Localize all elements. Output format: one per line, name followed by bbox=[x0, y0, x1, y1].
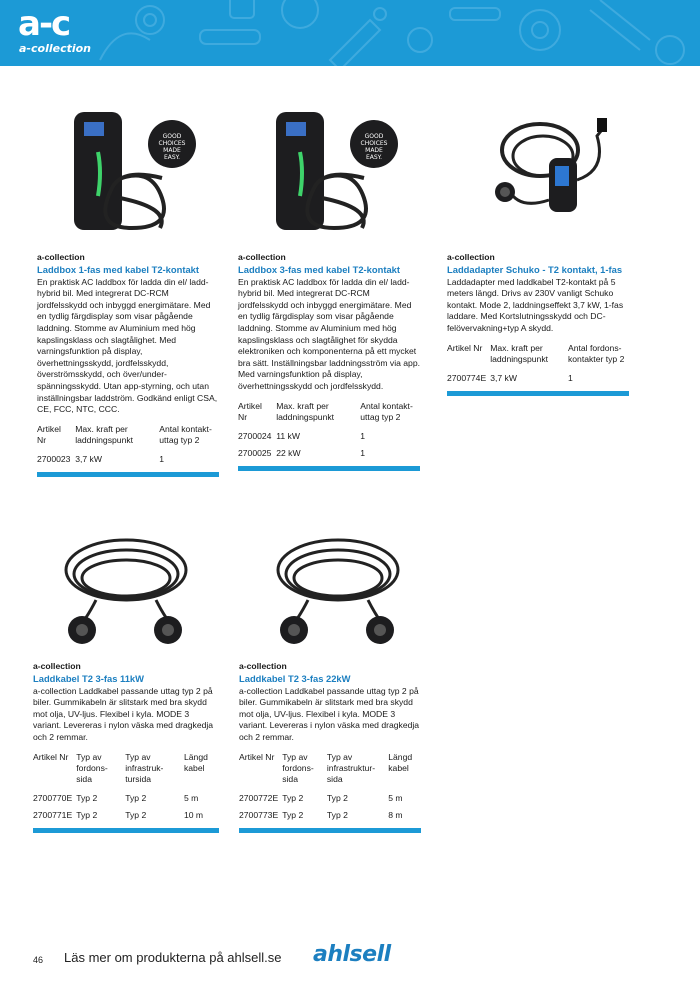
spec-cell: Typ 2 bbox=[125, 809, 147, 820]
product-description: Laddadapter med laddkabel T2-kontakt på 5 meters längd. Drivs av 230V vanligt Schuko kontakt. Mode 2, laddningseffekt 3,7 kW, 1-fas laddare. Med Kortslutningsskydd och DC-felövervakning+typ A skydd. bbox=[447, 276, 624, 333]
spec-header-row bbox=[33, 752, 219, 790]
product-image-laddbox-1fas bbox=[60, 108, 220, 243]
product-description: En praktisk AC laddbox för ladda din el/ ladd-hybrid bil. Med integrerat DC-RCM jordfelsskydd och inbyggd energimätare. Med en tydlig färgdisplay som visar pågående laddning. Stomme av Aluminium med hög kapslingsklass och slagtålighet. Med varningsfunktion på display, överhettningsskydd, jordfelsskydd, överströmsskydd, och över/under-spänningsskydd. Utan app-styrning, och utan inställningsbar laddström. Godkänd enligt CSA, CE, FCC, NTC, CCC. bbox=[37, 276, 218, 415]
spec-cell: 5 m bbox=[183, 792, 199, 803]
product-brand: a-collection bbox=[239, 661, 287, 671]
product-laddkabel-22kw bbox=[239, 661, 421, 833]
product-description: En praktisk AC laddbox för ladda din el/ ladd-hybrid bil. Med integrerat DC-RCM jordfelsskydd och inbyggd energimätare. Med en tydlig färgdisplay som visar pågående laddning. Stomme av Aluminium med hög kapslingsklass och slagtålighet för skydda elektroniken och komponenterna på ett mycket bra sätt. Inställningsbar laddningsström via app. Med varningsfunktion på display, överhettningsskydd och jordfelsskydd. bbox=[238, 276, 421, 391]
product-title[interactable]: Laddadapter Schuko - T2 kontakt, 1-fas bbox=[447, 263, 623, 275]
spec-column-header: Max. kraft per laddningspunkt bbox=[276, 400, 335, 422]
product-title[interactable]: Laddkabel T2 3-fas 22kW bbox=[239, 672, 351, 684]
spec-row bbox=[37, 451, 219, 468]
spec-column-header: Artikel Nr bbox=[239, 751, 275, 762]
spec-cell: 3,7 kW bbox=[75, 453, 102, 464]
sticker-text: GOOD bbox=[162, 133, 182, 140]
spec-table bbox=[33, 752, 219, 824]
spec-row bbox=[33, 790, 219, 807]
spec-column-header: Typ av fordons-sida bbox=[76, 751, 108, 784]
spec-cell: 2700771E bbox=[33, 809, 73, 820]
product-laddbox-1fas bbox=[37, 252, 219, 477]
svg-text:EASY.: EASY. bbox=[163, 154, 181, 161]
spec-header-row bbox=[447, 343, 629, 370]
tool-pattern-decoration bbox=[0, 0, 700, 66]
product-image-laddbox-3fas bbox=[262, 108, 422, 243]
spec-column-header: Längd kabel bbox=[183, 751, 208, 773]
spec-cell: 2700772E bbox=[239, 792, 279, 803]
spec-cell: 2700770E bbox=[33, 792, 73, 803]
spec-cell: 2700025 bbox=[238, 447, 272, 458]
product-brand: a-collection bbox=[33, 661, 81, 671]
spec-cell: 2700773E bbox=[239, 809, 279, 820]
charging-cable-icon bbox=[56, 530, 196, 650]
spec-cell: 3,7 kW bbox=[490, 372, 517, 383]
spec-cell: 2700774E bbox=[447, 372, 487, 383]
spec-cell: 2700023 bbox=[37, 453, 71, 464]
spec-cell: 8 m bbox=[388, 809, 403, 820]
product-brand: a-collection bbox=[447, 252, 495, 262]
brand-logo: a-c bbox=[18, 4, 70, 44]
spec-table bbox=[238, 401, 420, 462]
spec-table bbox=[37, 424, 219, 468]
spec-cell: Typ 2 bbox=[326, 792, 348, 803]
spec-cell: Typ 2 bbox=[76, 792, 98, 803]
spec-row bbox=[238, 428, 420, 445]
product-image-laddadapter bbox=[485, 110, 615, 235]
spec-column-header: Typ av infrastruk-tursida bbox=[125, 751, 164, 784]
product-image-laddkabel-11kw bbox=[56, 530, 196, 655]
svg-text:CHOICES: CHOICES bbox=[360, 140, 388, 147]
spec-table bbox=[239, 752, 421, 824]
product-title[interactable]: Laddkabel T2 3-fas 11kW bbox=[33, 672, 144, 684]
spec-column-header: Typ av fordons-sida bbox=[282, 751, 314, 784]
spec-header-row bbox=[238, 401, 420, 428]
svg-text:EASY.: EASY. bbox=[365, 154, 383, 161]
wallbox-charger-icon bbox=[262, 108, 422, 238]
section-divider bbox=[239, 828, 421, 833]
charging-cable-icon bbox=[268, 530, 408, 650]
footer-link-text[interactable]: Läs mer om produkterna på ahlsell.se bbox=[64, 950, 282, 965]
spec-column-header: Artikel Nr bbox=[447, 342, 483, 353]
spec-cell: 22 kW bbox=[276, 447, 301, 458]
product-laddkabel-11kw bbox=[33, 661, 219, 833]
product-brand: a-collection bbox=[37, 252, 85, 262]
spec-column-header: Antal kontakt-uttag typ 2 bbox=[159, 423, 212, 445]
product-title[interactable]: Laddbox 1-fas med kabel T2-kontakt bbox=[37, 263, 200, 275]
section-divider bbox=[33, 828, 219, 833]
product-description: a-collection Laddkabel passande uttag typ 2 på biler. Gummikabeln är slitstark med bra skydd mot olja, UV-ljus. Flexibel i kyla. MODE 3 variant. Levereras i nylon väska med dragkedja och 2 remmar. bbox=[239, 685, 420, 742]
product-laddbox-3fas bbox=[238, 252, 420, 471]
spec-cell: Typ 2 bbox=[326, 809, 348, 820]
svg-text:GOOD: GOOD bbox=[364, 133, 384, 140]
ahlsell-logo: ahlsell bbox=[313, 942, 391, 967]
charging-adapter-icon bbox=[485, 110, 615, 230]
spec-cell: 11 kW bbox=[276, 430, 300, 441]
spec-column-header: Artikel Nr bbox=[37, 423, 61, 445]
product-description: a-collection Laddkabel passande uttag typ 2 på biler. Gummikabeln är slitstark med bra skydd mot olja, UV-ljus. Flexibel i kyla. MODE 3 variant. Levereras i nylon väska med dragkedja och 2 remmar. bbox=[33, 685, 214, 742]
spec-column-header: Typ av infrastruktur-sida bbox=[326, 751, 376, 784]
svg-text:CHOICES: CHOICES bbox=[158, 140, 186, 147]
wallbox-charger-icon bbox=[60, 108, 220, 238]
spec-cell: 1 bbox=[360, 430, 366, 441]
page-number: 46 bbox=[33, 955, 44, 965]
product-brand: a-collection bbox=[238, 252, 286, 262]
spec-row bbox=[239, 790, 421, 807]
product-image-laddkabel-22kw bbox=[268, 530, 408, 655]
header-banner bbox=[0, 0, 700, 66]
spec-header-row bbox=[239, 752, 421, 790]
spec-column-header: Antal fordons-kontakter typ 2 bbox=[567, 342, 625, 364]
spec-row bbox=[238, 445, 420, 462]
spec-row bbox=[33, 807, 219, 824]
spec-column-header: Artikel Nr bbox=[33, 751, 69, 762]
spec-column-header: Längd kabel bbox=[388, 751, 413, 773]
spec-column-header: Antal kontakt-uttag typ 2 bbox=[360, 400, 413, 422]
spec-row bbox=[239, 807, 421, 824]
spec-header-row bbox=[37, 424, 219, 451]
section-divider bbox=[447, 391, 629, 396]
spec-cell: 1 bbox=[159, 453, 165, 464]
spec-cell: 5 m bbox=[388, 792, 403, 803]
spec-column-header: Artikel Nr bbox=[238, 400, 262, 422]
spec-table bbox=[447, 343, 629, 387]
spec-cell: 2700024 bbox=[238, 430, 272, 441]
section-divider bbox=[238, 466, 420, 471]
product-title[interactable]: Laddbox 3-fas med kabel T2-kontakt bbox=[238, 263, 401, 275]
spec-cell: 1 bbox=[360, 447, 366, 458]
spec-cell: 10 m bbox=[183, 809, 204, 820]
section-divider bbox=[37, 472, 219, 477]
spec-cell: Typ 2 bbox=[282, 792, 304, 803]
spec-row bbox=[447, 370, 629, 387]
spec-column-header: Max. kraft per laddningspunkt bbox=[75, 423, 134, 445]
svg-text:MADE: MADE bbox=[163, 147, 181, 154]
brand-subtitle: a-collection bbox=[19, 42, 92, 55]
product-laddadapter bbox=[447, 252, 629, 396]
spec-cell: Typ 2 bbox=[125, 792, 147, 803]
spec-cell: Typ 2 bbox=[76, 809, 98, 820]
spec-cell: Typ 2 bbox=[282, 809, 304, 820]
spec-cell: 1 bbox=[567, 372, 573, 383]
spec-column-header: Max. kraft per laddningspunkt bbox=[490, 342, 549, 364]
svg-text:MADE: MADE bbox=[365, 147, 383, 154]
